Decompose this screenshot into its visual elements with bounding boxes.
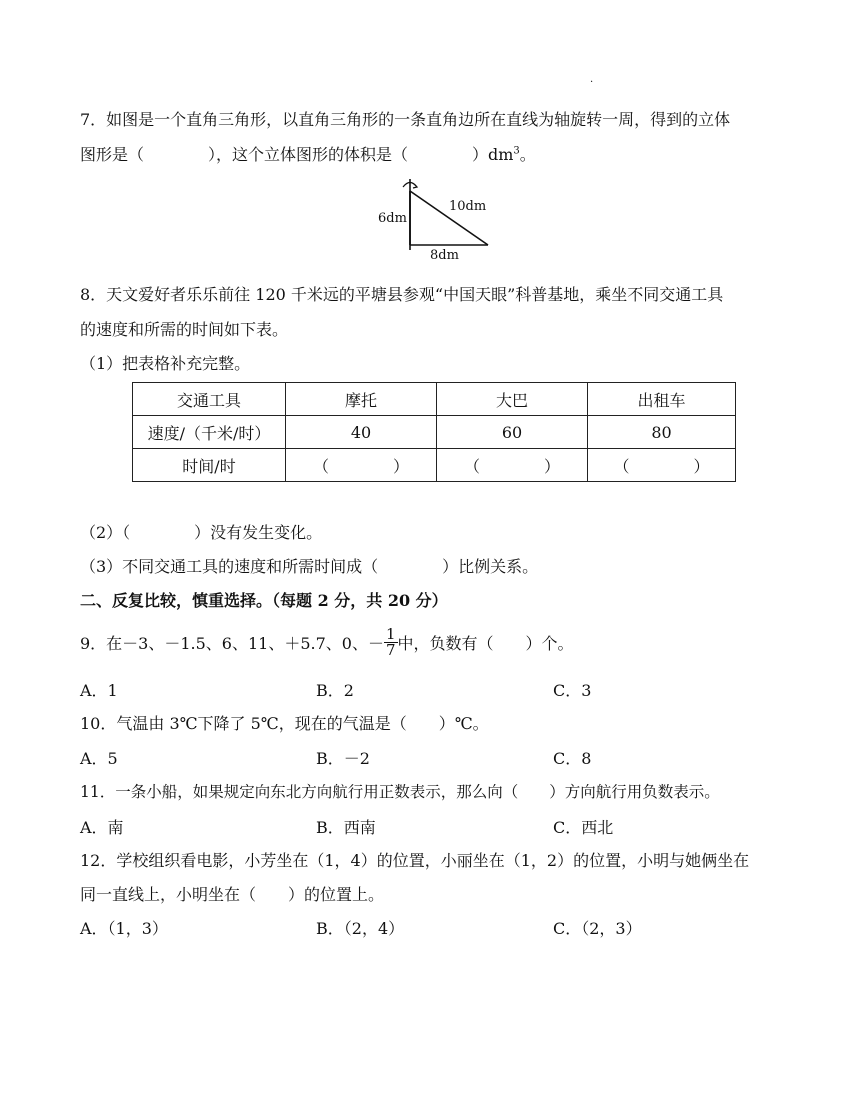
q9-option-b[interactable]: B．2	[316, 681, 354, 700]
table-row	[133, 449, 736, 482]
q10-option-a[interactable]: A．5	[80, 749, 118, 768]
q12-option-a[interactable]: A．（1，3）	[80, 919, 168, 938]
table-cell: 80	[588, 416, 736, 449]
q9-stem	[80, 622, 574, 662]
q8-line2: 的速度和所需的时间如下表。	[80, 320, 289, 339]
q12-line1: 12．学校组织看电影，小芳坐在（1，4）的位置，小丽坐在（1，2）的位置，小明与她俩坐在	[80, 851, 750, 870]
q10-stem: 10．气温由 3℃下降了 5℃，现在的气温是（ ）℃。	[80, 714, 489, 733]
table-row	[133, 416, 736, 449]
table-cell: 速度/（千米/时）	[133, 416, 286, 449]
q8-line1: 8．天文爱好者乐乐前往 120 千米远的平塘县参观“中国天眼”科普基地，乘坐不同交通工具	[80, 285, 724, 304]
q7-exponent: 3	[513, 145, 520, 157]
table-cell: 大巴	[437, 383, 588, 416]
top-dot: .	[590, 74, 594, 85]
section2-heading: 二、反复比较，慎重选择。（每题 2 分，共 20 分）	[80, 591, 448, 610]
q7-line2-text: 图形是（ ），这个立体图形的体积是（ ）dm	[80, 145, 514, 164]
q11-option-c[interactable]: C．西北	[553, 818, 614, 837]
rotation-arrow-head-icon	[413, 184, 417, 188]
fraction-denominator: 7	[385, 640, 396, 659]
q7-label-left: 6dm	[378, 211, 407, 226]
q11-option-a[interactable]: A．南	[80, 818, 124, 837]
table-cell: 出租车	[588, 383, 736, 416]
q10-option-b[interactable]: B．－2	[316, 749, 370, 768]
table-cell: 60	[437, 416, 588, 449]
q9-option-c[interactable]: C．3	[553, 681, 592, 700]
q9-stem-text: 9．在－3、－1.5、6、11、＋5.7、0、－	[80, 633, 384, 653]
q8-sub3: （3）不同交通工具的速度和所需时间成（ ）比例关系。	[80, 557, 539, 576]
q10-option-c[interactable]: C．8	[553, 749, 592, 768]
answer-blank[interactable]: （ ）	[286, 449, 437, 482]
q12-option-b[interactable]: B．（2，4）	[316, 919, 405, 938]
q7-line2-end: 。	[519, 145, 536, 164]
q8-sub2: （2）（ ）没有发生变化。	[80, 523, 323, 542]
q9-fraction	[384, 624, 398, 659]
fraction-numerator: 1	[385, 624, 396, 643]
table-cell: 时间/时	[133, 449, 286, 482]
q8-table	[132, 382, 736, 482]
q11-stem: 11．一条小船，如果规定向东北方向航行用正数表示，那么向（ ）方向航行用负数表示。	[80, 783, 720, 801]
q11-option-b[interactable]: B．西南	[316, 818, 376, 837]
q12-line2: 同一直线上，小明坐在（ ）的位置上。	[80, 885, 385, 904]
table-cell: 摩托	[286, 383, 437, 416]
q7-line2	[80, 142, 536, 165]
answer-blank[interactable]: （ ）	[588, 449, 736, 482]
q7-label-hypotenuse: 10dm	[449, 199, 487, 214]
q12-option-c[interactable]: C．（2，3）	[553, 919, 642, 938]
table-cell: 交通工具	[133, 383, 286, 416]
q8-sub1: （1）把表格补充完整。	[80, 354, 251, 373]
q9-stem-end: 中，负数有（ ）个。	[397, 633, 574, 653]
answer-blank[interactable]: （ ）	[437, 449, 588, 482]
q7-label-bottom: 8dm	[430, 248, 459, 263]
table-row	[133, 383, 736, 416]
table-cell: 40	[286, 416, 437, 449]
q7-line1: 7．如图是一个直角三角形，以直角三角形的一条直角边所在直线为轴旋转一周，得到的立体	[80, 110, 731, 129]
q9-option-a[interactable]: A．1	[80, 681, 118, 700]
